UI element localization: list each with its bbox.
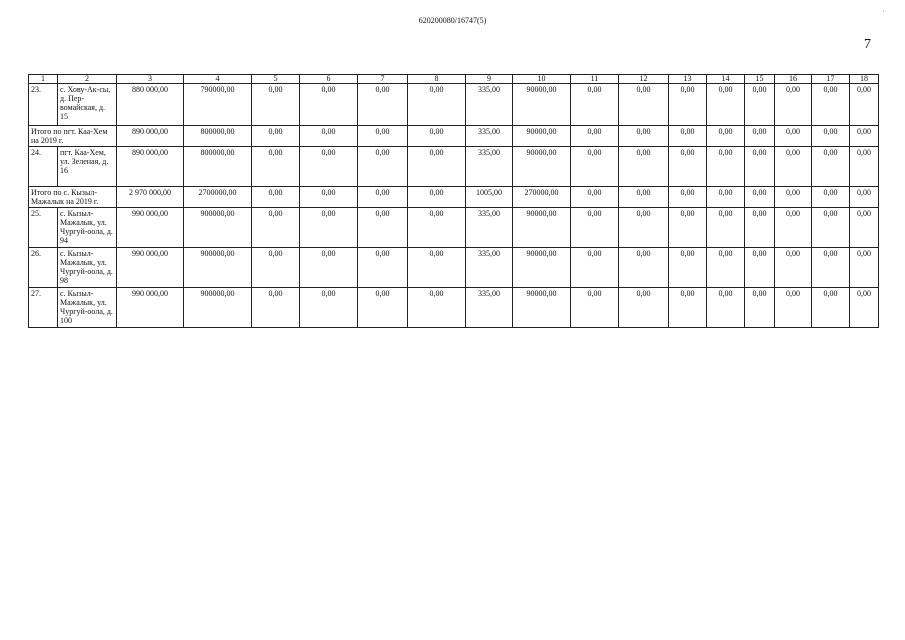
- column-header: 9: [466, 75, 513, 84]
- value-cell: 0,00: [775, 126, 812, 147]
- value-cell: 900000,00: [184, 288, 252, 328]
- value-cell: 0,00: [707, 187, 745, 208]
- value-cell: 0,00: [358, 84, 408, 126]
- value-cell: 0,00: [669, 147, 707, 187]
- value-cell: 0,00: [707, 208, 745, 248]
- value-cell: 990 000,00: [117, 288, 184, 328]
- value-cell: 335,00: [466, 288, 513, 328]
- value-cell: 0,00: [358, 248, 408, 288]
- value-cell: 0,00: [775, 288, 812, 328]
- value-cell: 0,00: [850, 248, 879, 288]
- value-cell: 0,00: [669, 248, 707, 288]
- value-cell: 0,00: [707, 147, 745, 187]
- column-header: 11: [571, 75, 619, 84]
- value-cell: 0,00: [812, 126, 850, 147]
- address-cell: с. Хову-Ак-сы, д. Пер-вомайская, д. 15: [58, 84, 117, 126]
- column-header: 7: [358, 75, 408, 84]
- value-cell: 0,00: [300, 84, 358, 126]
- value-cell: 0,00: [850, 147, 879, 187]
- total-label: Итого по с. Кызыл-Мажалык на 2019 г.: [29, 187, 117, 208]
- value-cell: 0,00: [669, 208, 707, 248]
- value-cell: 0,00: [707, 248, 745, 288]
- value-cell: 0,00: [252, 208, 300, 248]
- table-row: [29, 147, 879, 187]
- value-cell: 0,00: [300, 248, 358, 288]
- value-cell: 0,00: [300, 147, 358, 187]
- column-header: 5: [252, 75, 300, 84]
- value-cell: 0,00: [812, 248, 850, 288]
- value-cell: 0,00: [571, 248, 619, 288]
- value-cell: 0,00: [812, 84, 850, 126]
- value-cell: 90000,00: [513, 126, 571, 147]
- column-header: 4: [184, 75, 252, 84]
- row-number: 25.: [29, 208, 58, 248]
- value-cell: 0,00: [850, 187, 879, 208]
- value-cell: 335,00: [466, 147, 513, 187]
- value-cell: 0,00: [812, 187, 850, 208]
- value-cell: 0,00: [408, 147, 466, 187]
- column-header: 6: [300, 75, 358, 84]
- address-cell: с. Кызыл-Мажалык, ул. Чургуй-оола, д. 94: [58, 208, 117, 248]
- value-cell: 0,00: [571, 187, 619, 208]
- value-cell: 335,00: [466, 248, 513, 288]
- value-cell: 0,00: [745, 147, 775, 187]
- value-cell: 0,00: [745, 248, 775, 288]
- value-cell: 0,00: [408, 126, 466, 147]
- address-cell: с. Кызыл-Мажалык, ул. Чургуй-оола, д. 98: [58, 248, 117, 288]
- total-label: Итого по пгт. Каа-Хем на 2019 г.: [29, 126, 117, 147]
- column-header: 14: [707, 75, 745, 84]
- value-cell: 0,00: [619, 187, 669, 208]
- value-cell: 0,00: [408, 208, 466, 248]
- value-cell: 0,00: [408, 288, 466, 328]
- value-cell: 0,00: [775, 147, 812, 187]
- value-cell: 0,00: [812, 147, 850, 187]
- value-cell: 0,00: [619, 288, 669, 328]
- page-number: 7: [864, 37, 871, 52]
- value-cell: 0,00: [300, 126, 358, 147]
- value-cell: 0,00: [775, 187, 812, 208]
- value-cell: 0,00: [252, 84, 300, 126]
- value-cell: 0,00: [669, 126, 707, 147]
- table-row: [29, 208, 879, 248]
- row-number: 27.: [29, 288, 58, 328]
- value-cell: 0,00: [745, 126, 775, 147]
- value-cell: 0,00: [850, 208, 879, 248]
- value-cell: 0,00: [850, 84, 879, 126]
- address-cell: с. Кызыл-Мажалык, ул. Чургуй-оола, д. 100: [58, 288, 117, 328]
- value-cell: 0,00: [252, 248, 300, 288]
- value-cell: 335,00: [466, 84, 513, 126]
- value-cell: 0,00: [252, 126, 300, 147]
- value-cell: 0,00: [707, 288, 745, 328]
- value-cell: 0,00: [358, 187, 408, 208]
- value-cell: 0,00: [358, 288, 408, 328]
- table-body: [29, 84, 879, 328]
- value-cell: 0,00: [745, 84, 775, 126]
- table-row: [29, 248, 879, 288]
- value-cell: 0,00: [571, 147, 619, 187]
- value-cell: 0,00: [408, 248, 466, 288]
- value-cell: 0,00: [300, 288, 358, 328]
- value-cell: 0,00: [775, 208, 812, 248]
- column-header: 12: [619, 75, 669, 84]
- value-cell: 890 000,00: [117, 126, 184, 147]
- value-cell: 0,00: [571, 288, 619, 328]
- column-header: 13: [669, 75, 707, 84]
- column-header: 3: [117, 75, 184, 84]
- column-header: 8: [408, 75, 466, 84]
- value-cell: 0,00: [812, 208, 850, 248]
- value-cell: 790000,00: [184, 84, 252, 126]
- value-cell: 800000,00: [184, 126, 252, 147]
- value-cell: 90000,00: [513, 248, 571, 288]
- value-cell: 0,00: [745, 208, 775, 248]
- document-id: 620200080/16747(5): [418, 16, 487, 25]
- value-cell: 0,00: [850, 126, 879, 147]
- corner-mark: ·: [882, 6, 885, 16]
- value-cell: 0,00: [408, 84, 466, 126]
- value-cell: 0,00: [571, 84, 619, 126]
- table-row: [29, 288, 879, 328]
- value-cell: 90000,00: [513, 84, 571, 126]
- value-cell: 335,00: [466, 208, 513, 248]
- value-cell: 0,00: [300, 187, 358, 208]
- total-row: [29, 126, 879, 147]
- value-cell: 0,00: [669, 288, 707, 328]
- value-cell: 0,00: [775, 248, 812, 288]
- column-header: 15: [745, 75, 775, 84]
- value-cell: 270000,00: [513, 187, 571, 208]
- value-cell: 0,00: [745, 288, 775, 328]
- value-cell: 0,00: [358, 208, 408, 248]
- value-cell: 0,00: [775, 84, 812, 126]
- value-cell: 0,00: [619, 126, 669, 147]
- value-cell: 90000,00: [513, 288, 571, 328]
- value-cell: 0,00: [745, 187, 775, 208]
- value-cell: 0,00: [707, 84, 745, 126]
- total-row: [29, 187, 879, 208]
- value-cell: 0,00: [619, 84, 669, 126]
- value-cell: 0,00: [571, 208, 619, 248]
- row-number: 23.: [29, 84, 58, 126]
- value-cell: 90000,00: [513, 147, 571, 187]
- value-cell: 0,00: [358, 126, 408, 147]
- column-header: 2: [58, 75, 117, 84]
- value-cell: 990 000,00: [117, 248, 184, 288]
- value-cell: 0,00: [300, 208, 358, 248]
- data-table: [28, 74, 879, 328]
- value-cell: 0,00: [812, 288, 850, 328]
- column-header: 18: [850, 75, 879, 84]
- column-header: 10: [513, 75, 571, 84]
- column-header: 1: [29, 75, 58, 84]
- value-cell: 0,00: [669, 187, 707, 208]
- column-header: 17: [812, 75, 850, 84]
- value-cell: 1005,00: [466, 187, 513, 208]
- value-cell: 0,00: [358, 147, 408, 187]
- value-cell: 335,00: [466, 126, 513, 147]
- value-cell: 880 000,00: [117, 84, 184, 126]
- value-cell: 0,00: [619, 147, 669, 187]
- column-header: 16: [775, 75, 812, 84]
- value-cell: 0,00: [252, 288, 300, 328]
- value-cell: 0,00: [571, 126, 619, 147]
- row-number: 24.: [29, 147, 58, 187]
- value-cell: 890 000,00: [117, 147, 184, 187]
- value-cell: 0,00: [669, 84, 707, 126]
- value-cell: 0,00: [252, 147, 300, 187]
- value-cell: 990 000,00: [117, 208, 184, 248]
- header-row: [29, 75, 879, 84]
- value-cell: 0,00: [707, 126, 745, 147]
- value-cell: 2 970 000,00: [117, 187, 184, 208]
- row-number: 26.: [29, 248, 58, 288]
- value-cell: 0,00: [850, 288, 879, 328]
- value-cell: 0,00: [408, 187, 466, 208]
- value-cell: 800000,00: [184, 147, 252, 187]
- value-cell: 90000,00: [513, 208, 571, 248]
- value-cell: 0,00: [619, 248, 669, 288]
- address-cell: пгт. Каа-Хем, ул. Зеленая, д. 16: [58, 147, 117, 187]
- value-cell: 900000,00: [184, 208, 252, 248]
- value-cell: 0,00: [252, 187, 300, 208]
- value-cell: 0,00: [619, 208, 669, 248]
- value-cell: 2700000,00: [184, 187, 252, 208]
- value-cell: 900000,00: [184, 248, 252, 288]
- table-row: [29, 84, 879, 126]
